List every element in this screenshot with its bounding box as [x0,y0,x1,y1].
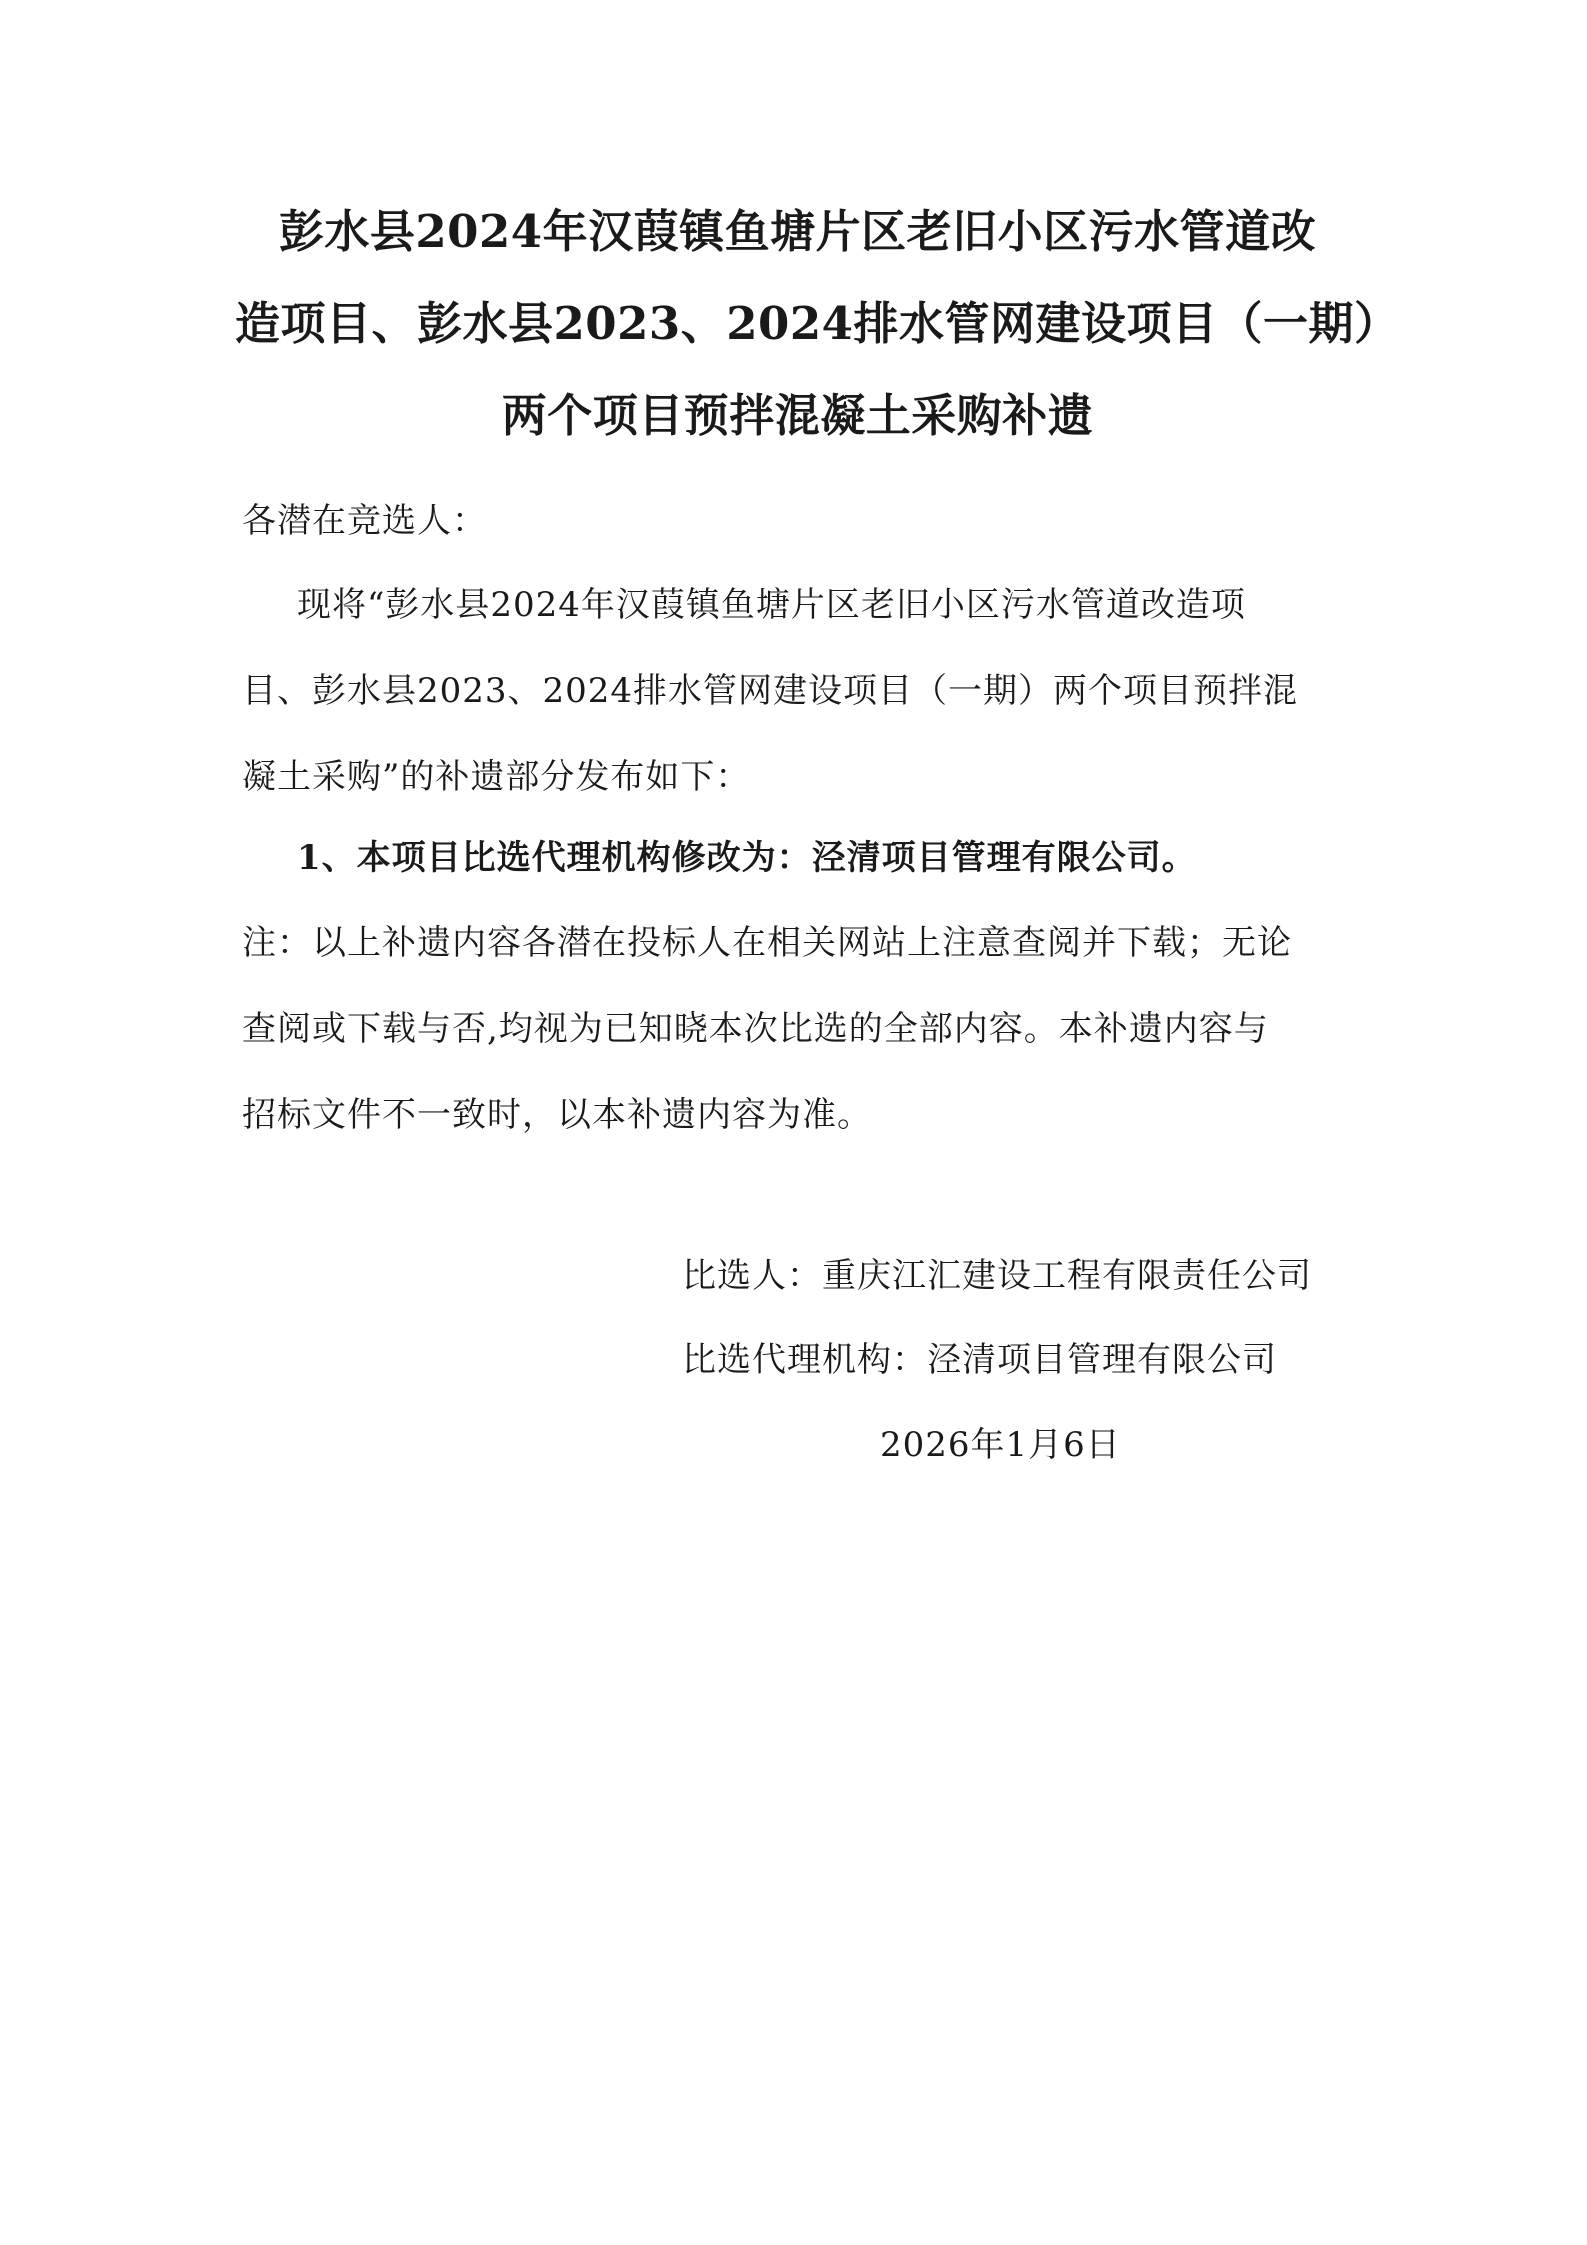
note-line: 注：以上补遗内容各潜在投标人在相关网站上注意查阅并下载；无论 [242,923,1292,963]
title-line: 彭水县2024年汉葭镇鱼塘片区老旧小区污水管道改 [278,205,1317,258]
paragraph-line: 目、彭水县2023、2024排水管网建设项目（一期）两个项目预拌混 [242,671,1299,711]
signer: 比选人：重庆江汇建设工程有限责任公司 [682,1256,1312,1296]
document-title [235,186,1400,462]
salutation: 各潜在竞选人： [242,501,487,541]
paragraph-line: 现将“彭水县2024年汉葭镇鱼塘片区老旧小区污水管道改造项 [297,585,1246,625]
title-line: 两个项目预拌混凝土采购补遗 [501,389,1094,442]
amendment-item-1: 1、本项目比选代理机构修改为：泾清项目管理有限公司。 [297,838,1197,878]
issue-date: 2026年1月6日 [880,1425,1121,1465]
agency: 比选代理机构：泾清项目管理有限公司 [682,1340,1277,1380]
announcement-paragraph [242,562,1354,820]
paragraph-line: 凝土采购”的补遗部分发布如下： [242,757,751,797]
title-line: 造项目、彭水县2023、2024排水管网建设项目（一期） [235,297,1400,350]
note-line: 招标文件不一致时，以本补遗内容为准。 [242,1095,872,1135]
note-paragraph [242,900,1354,1158]
note-line: 查阅或下载与否,均视为已知晓本次比选的全部内容。本补遗内容与 [242,1009,1269,1049]
